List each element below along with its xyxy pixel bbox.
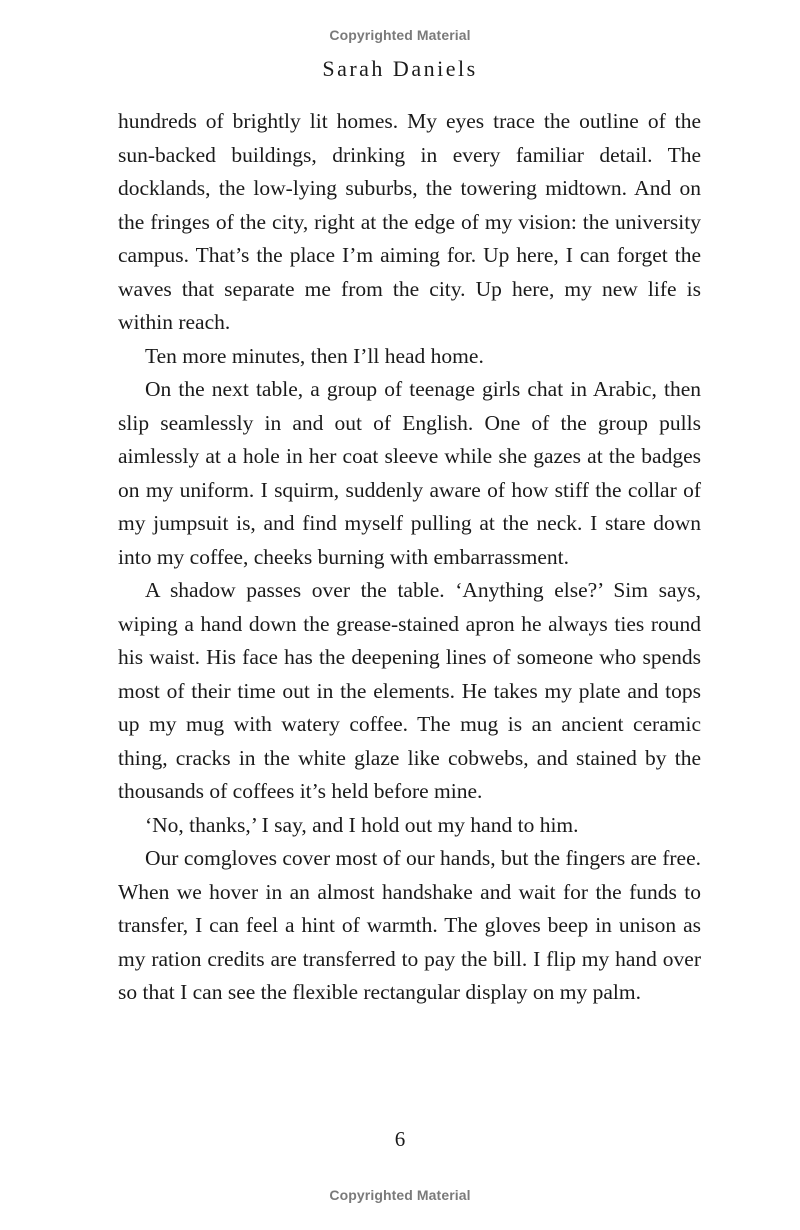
page-number: 6 — [394, 1127, 406, 1151]
copyright-watermark-top: Copyrighted Material — [329, 27, 471, 43]
paragraph: Our comgloves cover most of our hands, but the fingers are free. When we hover in an almost handshake and wait for the funds to transfer, I can feel a hint of warmth. The gloves beep in unison as my ration credits are transferred to pay the bill. I flip my hand over so that I can see the flexible rectangular display on my palm. — [118, 846, 701, 1004]
paragraph: A shadow passes over the table. ‘Anything else?’ Sim says, wiping a hand down the grease-stained apron he always ties round his waist. His face has the deepening lines of someone who spends most of their time out in the elements. He takes my plate and tops up my mug with watery coffee. The mug is an ancient ceramic thing, cracks in the white glaze like cobwebs, and stained by the thousands of coffees it’s held before mine. — [118, 578, 701, 803]
paragraph: hundreds of brightly lit homes. My eyes trace the outline of the sun-backed buildings, drinking in every familiar detail. The docklands, the low-lying suburbs, the towering midtown. And on the fringes of the city, right at the edge of my vision: the university campus. That’s the place I’m aiming for. Up here, I can forget the waves that separate me from the city. Up here, my new life is within reach. — [118, 109, 701, 334]
paragraph: ‘No, thanks,’ I say, and I hold out my hand to him. — [145, 812, 579, 837]
copyright-watermark-bottom: Copyrighted Material — [329, 1187, 471, 1203]
running-head-author: Sarah Daniels — [322, 56, 478, 81]
paragraph: Ten more minutes, then I’ll head home. — [145, 343, 484, 368]
paragraph: On the next table, a group of teenage girls chat in Arabic, then slip seamlessly in and out of English. One of the group pulls aimlessly at a hole in her coat sleeve while she gazes at the badges on my uniform. I squirm, suddenly aware of how stiff the collar of my jumpsuit is, and find myself pulling at the neck. I stare down into my coffee, cheeks burning with embarrassment. — [118, 377, 701, 569]
body-text — [118, 105, 701, 1010]
